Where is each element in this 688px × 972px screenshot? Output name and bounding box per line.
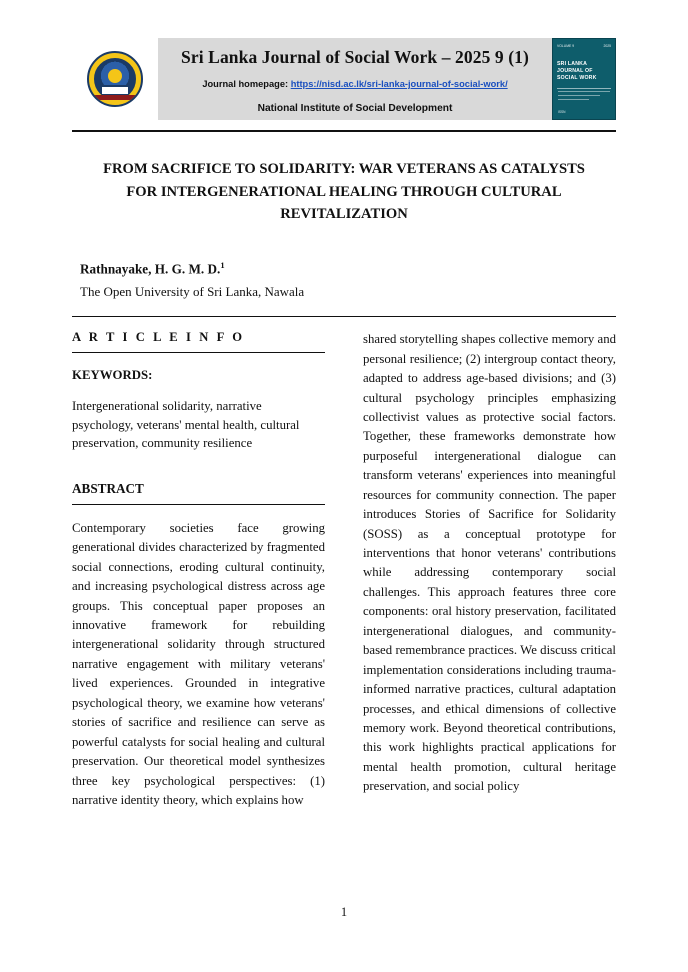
- article-info-heading: A R T I C L E I N F O: [72, 330, 245, 345]
- logo-container: [72, 38, 158, 120]
- abstract-heading: ABSTRACT: [72, 480, 144, 496]
- journal-cover-thumbnail: [552, 38, 616, 120]
- author-name: [80, 260, 616, 277]
- cover-year: 2025: [603, 44, 611, 48]
- right-column: [363, 330, 616, 810]
- cover-title: SRI LANKA JOURNAL OF SOCIAL WORK: [557, 61, 597, 82]
- two-column-body: [72, 330, 616, 810]
- cover-top-row: [557, 44, 611, 48]
- journal-masthead: [72, 38, 616, 120]
- abstract-text-part2: shared storytelling shapes collective memory and personal resilience; (2) intergroup contact theory, adapted to address age-based divisions; and (3) cultural psychology principles emphasizing collectivist values as protective social factors. Together, these frameworks demonstrate how purposeful intergenerational dialogue can transform veterans' experiences into meaningful resources for community connection. The paper introduces Stories of Sacrifice for Solidarity (SOSS) as a conceptual prototype for interventions that honor veterans' contributions while addressing contemporary social challenges. This approach features three core components: oral history preservation, facilitated intergenerational dialogues, and community-based remembrance practices. We discuss critical implementation considerations including trauma-informed narrative practices, cultural adaptation processes, and ethical dimensions of collective memory work. Beyond theoretical contributions, this work highlights practical applications for mental health promotion, cultural heritage preservation, and social policy: [363, 332, 616, 794]
- journal-homepage-line: [202, 79, 507, 89]
- page-content: [72, 38, 616, 810]
- cover-divider: [557, 88, 611, 89]
- nisd-seal-icon: [87, 51, 143, 107]
- cover-placeholder-lines: [558, 91, 610, 103]
- keywords-list: Intergenerational solidarity, narrative psychology, veterans' mental health, cultural preservation, community resilience: [72, 399, 300, 451]
- institute-name: National Institute of Social Development: [257, 103, 453, 114]
- author-affiliation: The Open University of Sri Lanka, Nawala: [80, 284, 305, 300]
- seal-sun-icon: [108, 69, 122, 83]
- homepage-link[interactable]: https://nisd.ac.lk/sri-lanka-journal-of-social-work/: [290, 79, 508, 89]
- author-block: [72, 260, 616, 300]
- page-title: FROM SACRIFICE TO SOLIDARITY: WAR VETERANS AS CATALYSTS FOR INTERGENERATIONAL HEALING THROUGH CULTURAL REVITALIZATION: [103, 161, 585, 223]
- left-column: [72, 330, 325, 810]
- keywords-heading: KEYWORDS:: [72, 368, 153, 383]
- masthead-bottom-rule: [72, 130, 616, 132]
- cover-volume: VOLUME 9: [557, 44, 575, 48]
- seal-book-icon: [102, 85, 128, 94]
- author-affiliation-marker: 1: [220, 259, 225, 270]
- homepage-label: Journal homepage:: [202, 79, 289, 89]
- masthead-center: [158, 38, 552, 120]
- abstract-rule: [72, 504, 325, 505]
- journal-title: Sri Lanka Journal of Social Work – 2025 9 (1): [181, 47, 529, 67]
- page-number: 1: [340, 905, 348, 919]
- cover-footer-text: ISSN: [558, 110, 566, 114]
- author-name-text: Rathnayake, H. G. M. D.: [80, 261, 221, 277]
- article-info-rule: [72, 352, 325, 353]
- seal-band: [89, 95, 141, 100]
- abstract-text-part1: Contemporary societies face growing generational divides characterized by fragmented social connections, eroding cultural continuity, and increasing psychological distress across age groups. This conceptual paper proposes an innovative framework for rebuilding intergenerational solidarity through structured narrative engagement with military veterans' lived experiences. Grounded in integrative psychological theory, we examine how veterans' stories of sacrifice and resilience can serve as powerful catalysts for social healing and cultural preservation. Our theoretical model synthesizes three key psychological perspectives: (1) narrative identity theory, which explains how: [72, 520, 325, 807]
- author-bottom-rule: [72, 316, 616, 317]
